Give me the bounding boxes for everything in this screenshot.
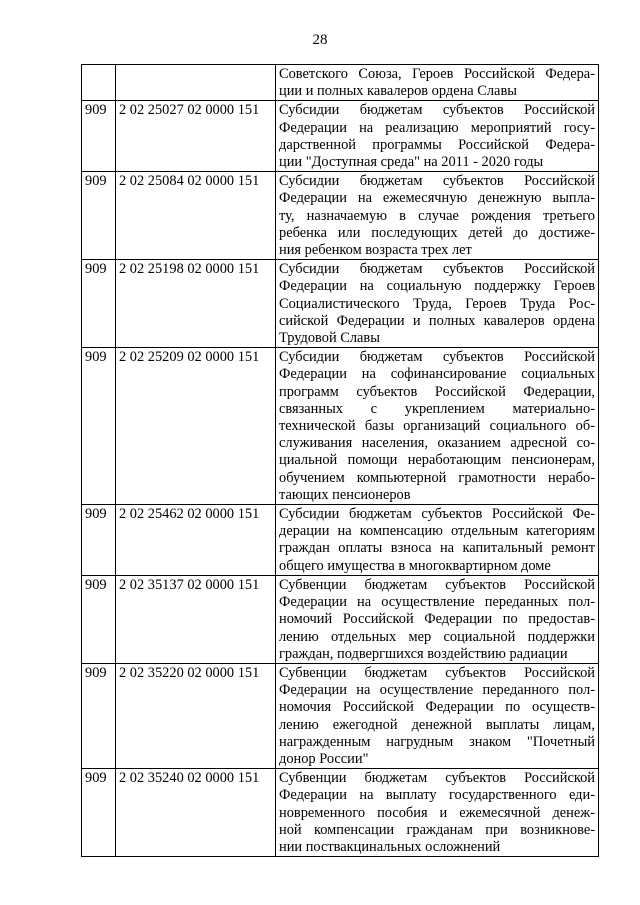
description-line: дарственной программы Российской Федера- (279, 136, 595, 153)
description-line: Федерации на осуществление переданного пол- (279, 682, 595, 699)
description-cell (276, 172, 599, 260)
description-line: программ субъектов Российской Федерации, (279, 383, 595, 400)
admin-code-cell: 909 (82, 575, 116, 663)
description-line: Субсидии бюджетам субъектов Российской (279, 261, 595, 278)
admin-code-cell: 909 (82, 172, 116, 260)
page-number: 28 (312, 32, 328, 48)
description-line: Субвенции бюджетам субъектов Российской (279, 664, 595, 681)
table-row (82, 575, 599, 663)
description-line: Федерации на выплату государственного еди- (279, 787, 595, 804)
table-row (82, 65, 599, 101)
description-cell (276, 769, 599, 857)
description-line: сийской Федерации и полных кавалеров ордена (279, 312, 595, 329)
description-line: Федерации на ежемесячную денежную выпла- (279, 190, 595, 207)
budget-code-cell (116, 65, 276, 101)
table-row (82, 769, 599, 857)
budget-code-cell: 2 02 35240 02 0000 151 (116, 769, 276, 857)
description-line: номочия Российской Федерации по осуществ- (279, 699, 595, 716)
table-body (82, 65, 599, 857)
table-row (82, 172, 599, 260)
description-line: ния ребенком возраста трех лет (279, 242, 472, 259)
description-line: Федерации на осуществление переданных пол- (279, 594, 595, 611)
table-row (82, 260, 599, 348)
description-line: Субвенции бюджетам субъектов Российской (279, 770, 595, 787)
budget-code-cell: 2 02 25462 02 0000 151 (116, 505, 276, 576)
admin-code-cell: 909 (82, 260, 116, 348)
description-line: донор России" (279, 750, 369, 767)
description-line: Субсидии бюджетам субъектов Российской Фе- (279, 506, 595, 523)
description-line: Субсидии бюджетам субъектов Российской (279, 102, 595, 119)
admin-code-cell: 909 (82, 663, 116, 768)
description-line: новременного пособия и ежемесячной денеж- (279, 804, 595, 821)
description-line: ту, назначаемую в случае рождения третьего (279, 207, 595, 224)
description-line: ребенка или последующих детей до достиже- (279, 224, 595, 241)
budget-code-cell: 2 02 25027 02 0000 151 (116, 101, 276, 172)
table-row (82, 348, 599, 505)
description-line: Субвенции бюджетам субъектов Российской (279, 576, 595, 593)
description-line: награжденным нагрудным знаком "Почетный (279, 733, 595, 750)
description-cell (276, 65, 599, 101)
description-line: Субсидии бюджетам субъектов Российской (279, 349, 595, 366)
description-line: нии поствакцинальных осложнений (279, 838, 501, 855)
budget-code-cell: 2 02 25209 02 0000 151 (116, 348, 276, 505)
description-line: ной компенсации гражданам при возникнове- (279, 821, 595, 838)
description-line: связанных с укреплением материально- (279, 400, 595, 417)
description-line: дерации на компенсацию отдельным категориям (279, 523, 595, 540)
description-line: лению отдельных мер социальной поддержки (279, 628, 595, 645)
description-cell (276, 575, 599, 663)
description-line: Федерации на софинансирование социальных (279, 366, 595, 383)
description-line: ции и полных кавалеров ордена Славы (279, 83, 517, 100)
description-line: граждан, подвергшихся воздействию радиации (279, 645, 568, 662)
budget-code-cell: 2 02 25084 02 0000 151 (116, 172, 276, 260)
admin-code-cell: 909 (82, 769, 116, 857)
description-cell (276, 101, 599, 172)
description-line: номочий Российской Федерации по предостав- (279, 611, 595, 628)
description-line: циальной помощи неработающим пенсионерам, (279, 452, 595, 469)
admin-code-cell: 909 (82, 505, 116, 576)
description-line: тающих пенсионеров (279, 486, 411, 503)
description-line: граждан оплаты взноса на капитальный ремонт (279, 540, 595, 557)
description-line: служивания населения, оказанием адресной со- (279, 435, 595, 452)
table-row (82, 663, 599, 768)
budget-code-cell: 2 02 35220 02 0000 151 (116, 663, 276, 768)
description-line: Социалистического Труда, Героев Труда Рос- (279, 295, 595, 312)
budget-code-cell: 2 02 25198 02 0000 151 (116, 260, 276, 348)
description-line: общего имущества в многоквартирном доме (279, 557, 551, 574)
description-line: лению ежегодной денежной выплаты лицам, (279, 716, 595, 733)
description-cell (276, 260, 599, 348)
admin-code-cell: 909 (82, 101, 116, 172)
description-cell (276, 505, 599, 576)
admin-code-cell: 909 (82, 348, 116, 505)
description-line: обучением компьютерной грамотности нерабо- (279, 469, 595, 486)
table-row (82, 101, 599, 172)
budget-code-cell: 2 02 35137 02 0000 151 (116, 575, 276, 663)
description-line: Советского Союза, Героев Российской Федера- (279, 66, 595, 82)
description-line: Трудовой Славы (279, 330, 380, 347)
budget-codes-table (81, 64, 599, 857)
description-line: Федерации на социальную поддержку Героев (279, 278, 595, 295)
description-line: ции "Доступная среда" на 2011 - 2020 годы (279, 154, 544, 171)
description-cell (276, 663, 599, 768)
description-line: Федерации на реализацию мероприятий госу- (279, 119, 595, 136)
description-line: Субсидии бюджетам субъектов Российской (279, 173, 595, 190)
admin-code-cell (82, 65, 116, 101)
table-row (82, 505, 599, 576)
description-cell (276, 348, 599, 505)
description-line: технической базы организаций социального об- (279, 418, 595, 435)
